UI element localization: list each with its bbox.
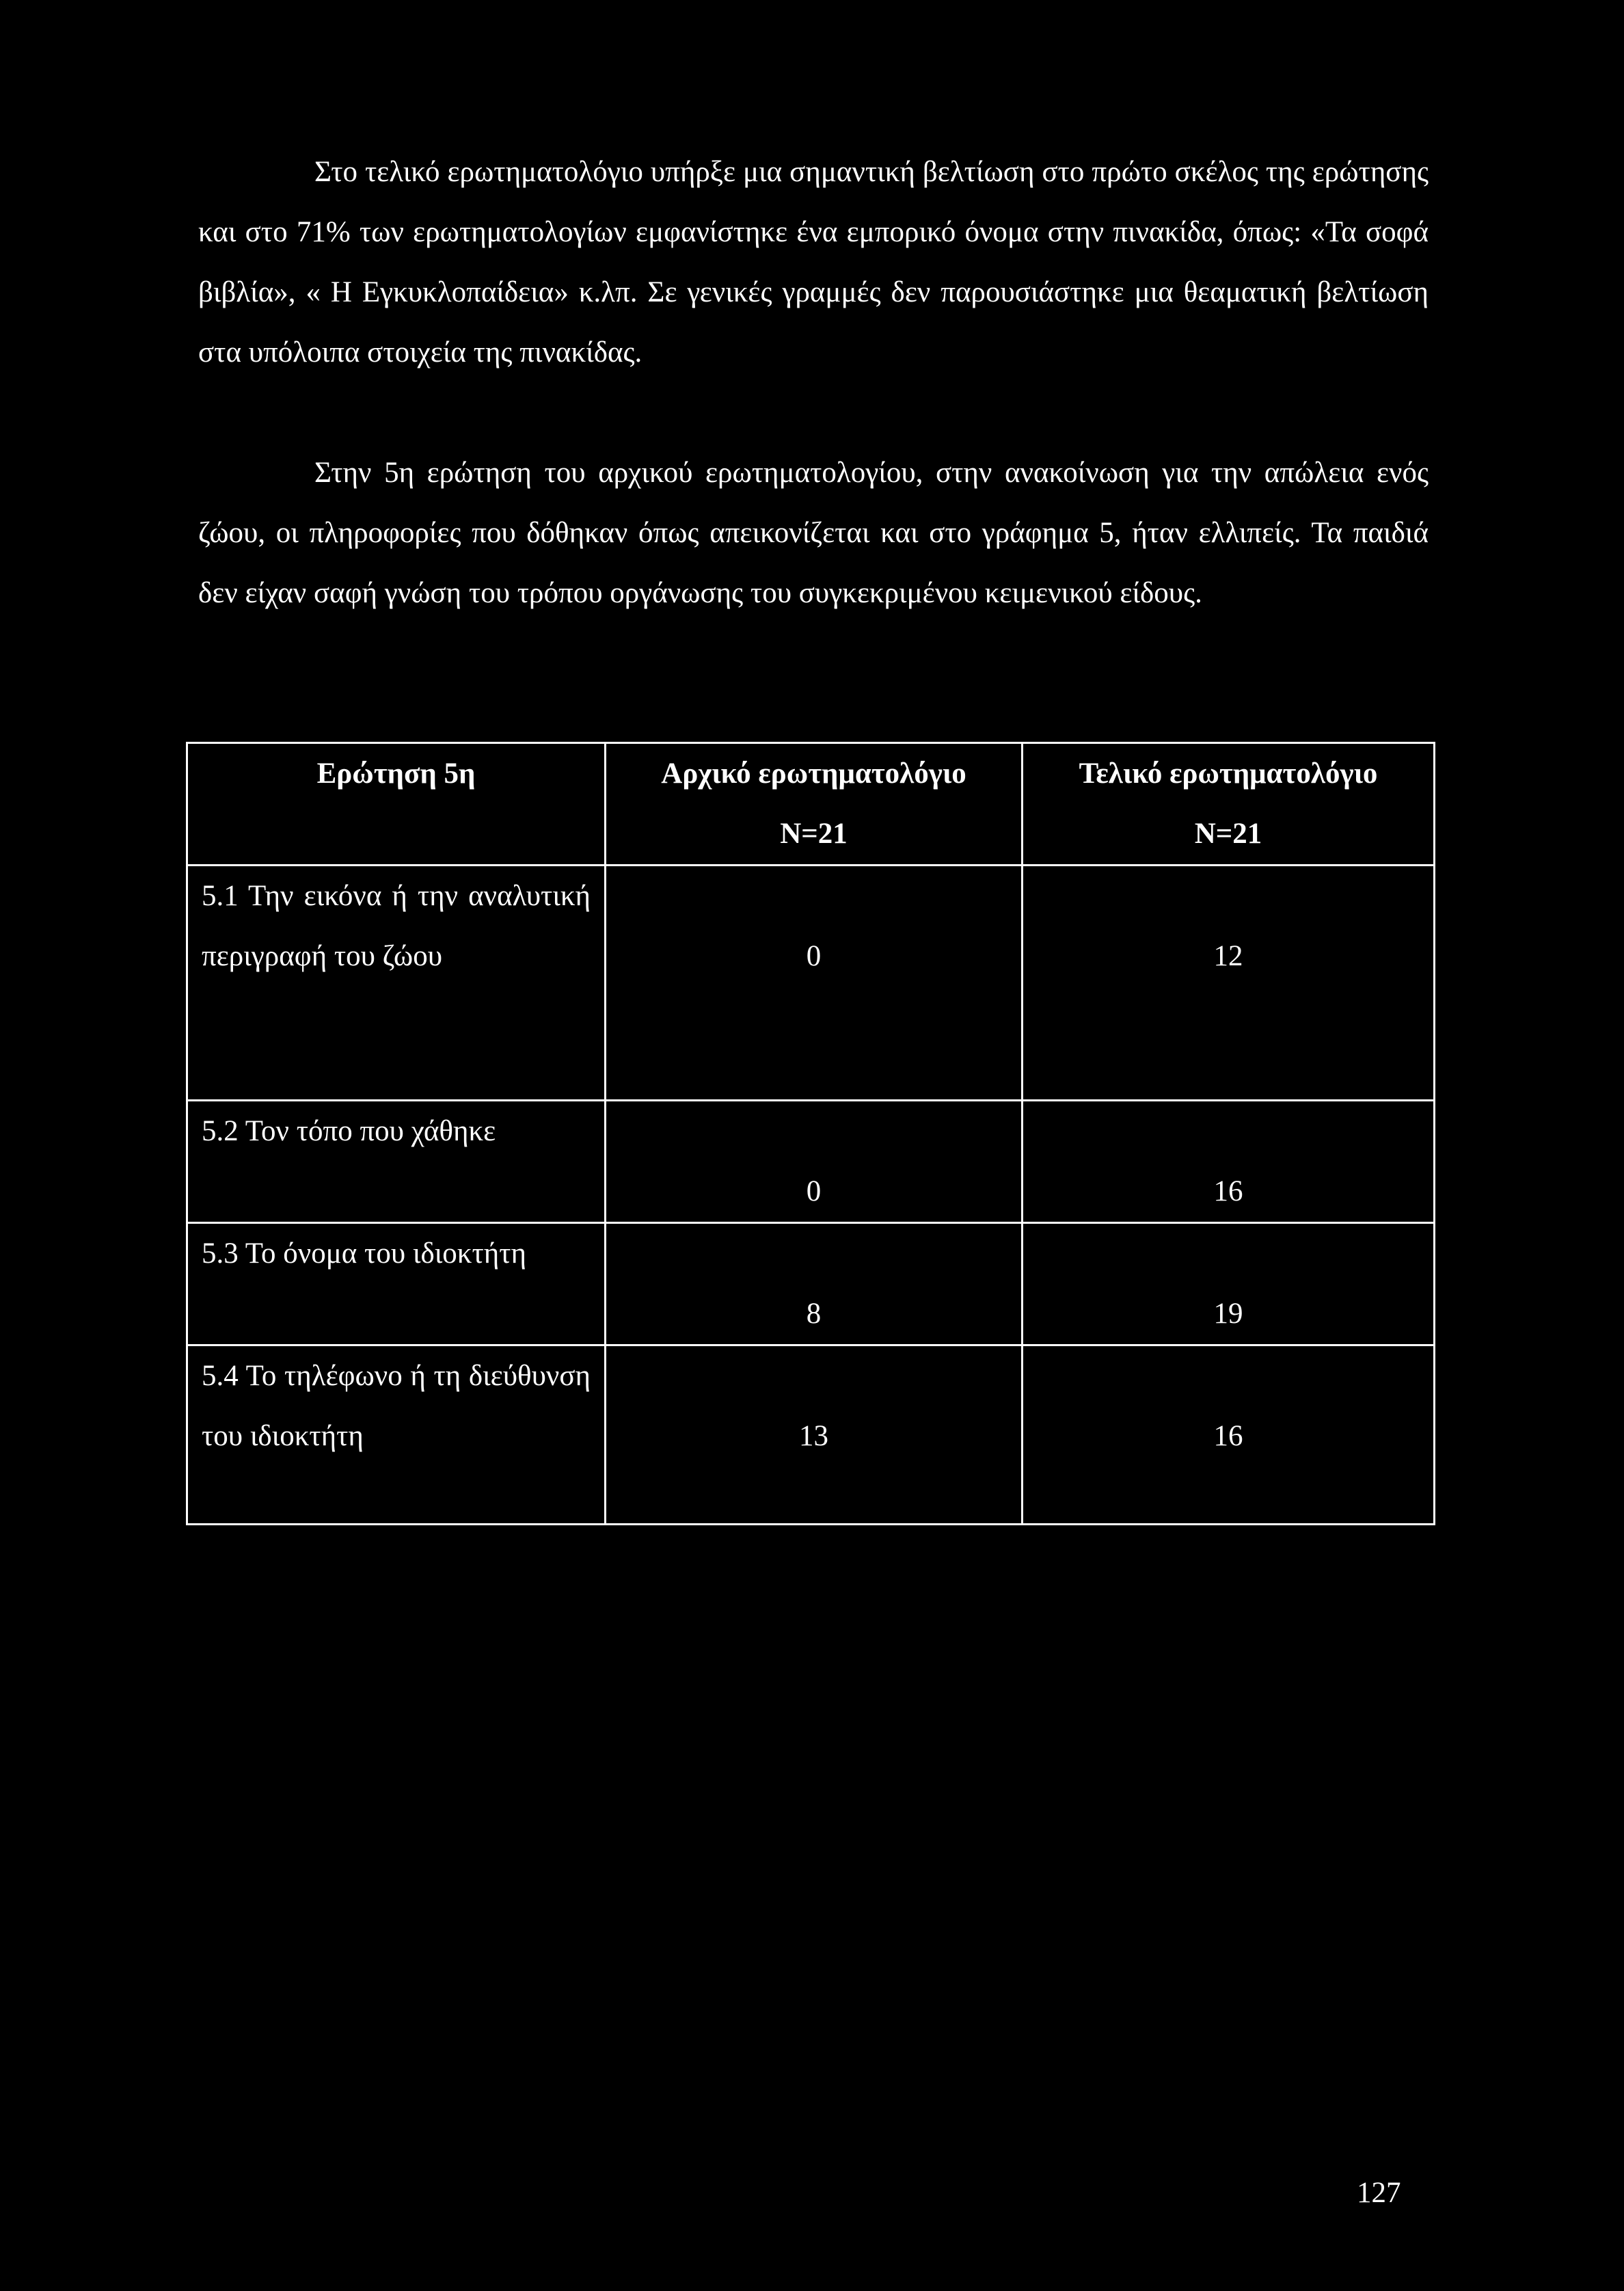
header-line: Ν=21: [780, 818, 848, 850]
results-table: [186, 742, 1435, 1525]
header-line: Τελικό ερωτηματολόγιο: [1079, 758, 1378, 790]
table-row: [187, 1345, 1435, 1525]
paragraph-final-questionnaire: [198, 142, 1429, 383]
header-final: [1023, 743, 1435, 866]
table-row: [187, 866, 1435, 1101]
table-row: [187, 1101, 1435, 1223]
final-value-cell: 19: [1023, 1223, 1435, 1345]
question-cell: 5.1 Την εικόνα ή την αναλυτική περιγραφή του ζώου: [187, 866, 606, 1101]
initial-value-cell: 0: [606, 866, 1023, 1101]
initial-value-cell: 13: [606, 1345, 1023, 1525]
header-line: Ερώτηση 5η: [316, 758, 476, 790]
initial-value-cell: 0: [606, 1101, 1023, 1223]
question-cell: 5.3 Το όνομα του ιδιοκτήτη: [187, 1223, 606, 1345]
final-value-cell: 16: [1023, 1101, 1435, 1223]
header-line: Ν=21: [1194, 818, 1262, 850]
header-initial: [606, 743, 1023, 866]
paragraph-question-five: [198, 443, 1429, 624]
question-cell: 5.2 Τον τόπο που χάθηκε: [187, 1101, 606, 1223]
header-question: [187, 743, 606, 866]
page-number: 127: [1357, 2177, 1401, 2209]
header-line: Αρχικό ερωτηματολόγιο: [661, 758, 966, 790]
final-value-cell: 12: [1023, 866, 1435, 1101]
final-value-cell: 16: [1023, 1345, 1435, 1525]
paragraph-text: Στην 5η ερώτηση του αρχικού ερωτηματολογίου, στην ανακοίνωση για την απώλεια ενός ζώου, οι πληροφορίες που δόθηκαν όπως απεικονίζεται και στο γράφημα 5, ήταν ελλιπείς. Τα παιδιά δεν είχαν σαφή γνώση του τρόπου οργάνωσης του συγκεκριμένου κειμενικού είδους.: [198, 457, 1429, 609]
paragraph-text: Στο τελικό ερωτηματολόγιο υπήρξε μια σημαντική βελτίωση στο πρώτο σκέλος της ερώτησης και στο 71% των ερωτηματολογίων εμφανίστηκε ένα εμπορικό όνομα στην πινακίδα, όπως: «Τα σοφά βιβλία», « Η Εγκυκλοπαίδεια» κ.λπ. Σε γενικές γραμμές δεν παρουσιάστηκε μια θεαματική βελτίωση στα υπόλοιπα στοιχεία της πινακίδας.: [198, 156, 1429, 369]
initial-value-cell: 8: [606, 1223, 1023, 1345]
table-header-row: [187, 743, 1435, 866]
question-cell: 5.4 Το τηλέφωνο ή τη διεύθυνση του ιδιοκτήτη: [187, 1345, 606, 1525]
table-row: [187, 1223, 1435, 1345]
